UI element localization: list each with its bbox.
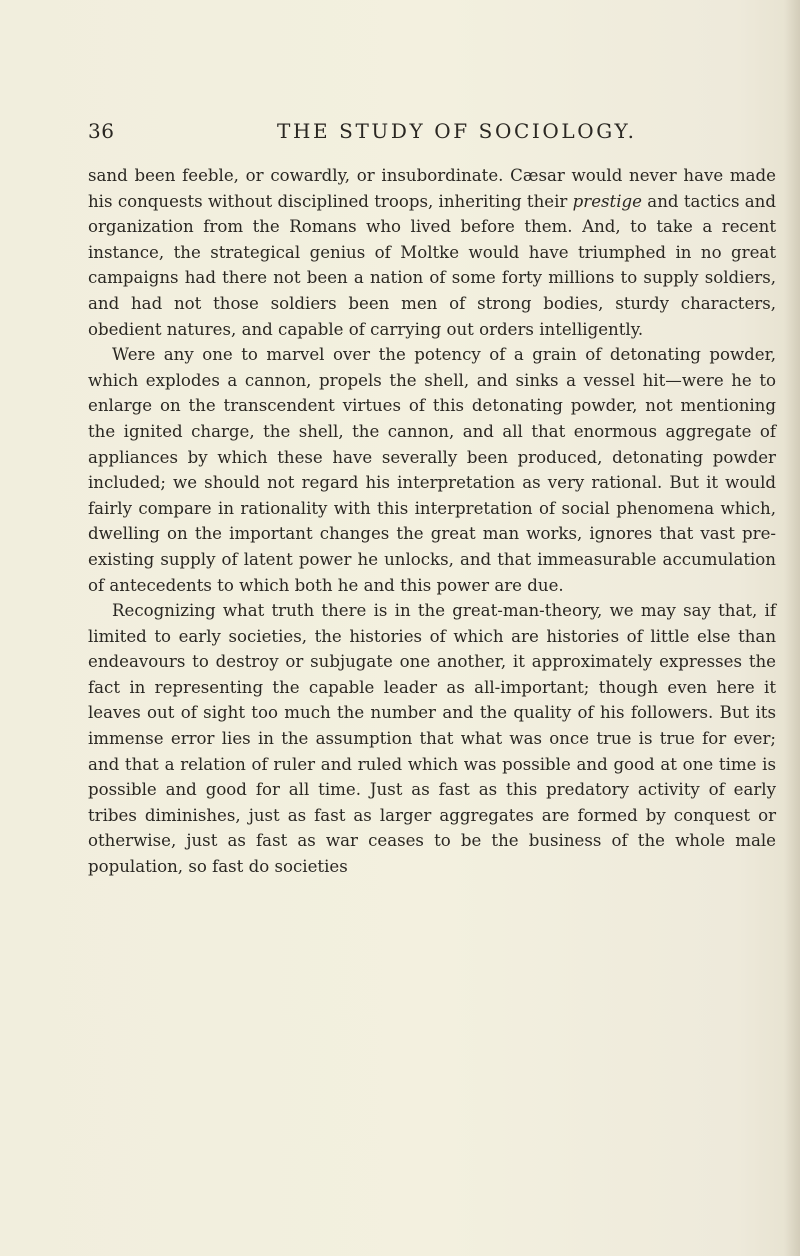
paragraph-3: Recognizing what truth there is in the great-man-theory, we may say that, if limited to early societies, the histories of which are histories of little else than endeavours to destroy or subjugate one another, it approximately expresses the fact in representing the capable leader as all-important; though even here it leaves out of sight too much the number and the quality of his followers. But its immense error lies in the assumption that what was once true is true for ever; and that a relation of ruler and ruled which was possible and good at one time is possible and good for all time. Just as fast as this predatory activity of early tribes diminishes, just as fast as larger aggregates are formed by conquest or otherwise, just as fast as war ceases to be the business of the whole male population, so fast do societies: [88, 601, 776, 877]
italic-word-prestige: prestige: [572, 191, 642, 211]
paragraph-2: Were any one to marvel over the potency of a grain of detonating powder, which explodes a cannon, propels the shell, and sinks a vessel hit—were he to enlarge on the transcendent virtues of this detonating powder, not mentioning the ignited charge, the shell, the cannon, and all that enormous aggregate of appliances by which these have severally been produced, detonating powder included; we should not regard his interpretation as very rational. But it would fairly compare in rationality with this interpretation of social phenomena which, dwelling on the important changes the great man works, ignores that vast pre-existing supply of latent power he unlocks, and that immeasurable accumulation of antecedents to which both he and this power are due.: [88, 345, 776, 595]
page-edge-shadow: [784, 0, 800, 1256]
body-text: [88, 163, 776, 880]
paragraph-1: [88, 163, 776, 342]
page-header: [88, 117, 738, 147]
running-head: THE STUDY OF SOCIOLOGY.: [277, 119, 637, 143]
paragraph-1-text-b: and tactics and organization from the Romans who lived before them. And, to take a recent instance, the strategical genius of Moltke would have triumphed in no great campaigns had there not been a nation of some forty millions to supply soldiers, and had not those soldiers been men of strong bodies, sturdy characters, obedient natures, and capable of carrying out orders intelligently.: [88, 191, 776, 339]
page-number: 36: [88, 119, 115, 143]
paragraph-1-text-a: sand been feeble, or cowardly, or insubordinate. Cæsar would never have made his conquests without disciplined troops, inheriting their: [88, 166, 776, 211]
